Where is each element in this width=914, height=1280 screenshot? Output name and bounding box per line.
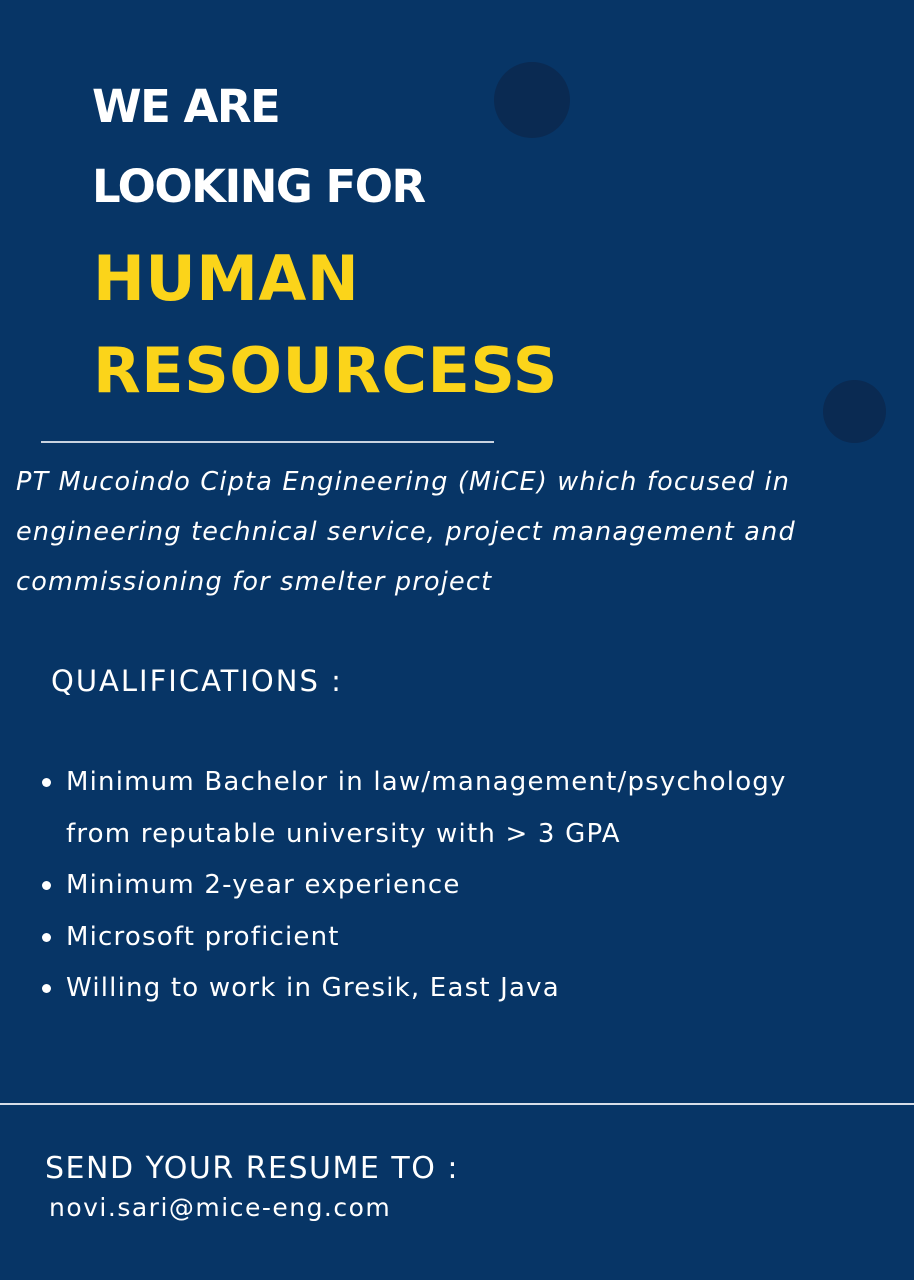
top-divider	[41, 441, 494, 443]
headline-human: HUMAN	[93, 242, 360, 315]
headline-resourcess: RESOURCESS	[93, 334, 558, 407]
qualification-text: Minimum Bachelor in law/management/psychology	[66, 767, 787, 797]
qualification-text: from reputable university with > 3 GPA	[66, 818, 621, 849]
bullet-icon	[42, 881, 51, 890]
qualification-item	[40, 757, 910, 860]
intro-line: PT Mucoindo Cipta Engineering (MiCE) which focused in	[16, 467, 791, 497]
qualification-text: Willing to work in Gresik, East Java	[66, 973, 560, 1003]
qualification-item	[40, 963, 910, 1015]
qualification-text: Microsoft proficient	[66, 921, 340, 952]
qualifications-list	[40, 757, 910, 1015]
headline-looking-for: LOOKING FOR	[92, 160, 425, 213]
bullet-icon	[42, 933, 51, 942]
bullet-icon	[42, 984, 51, 993]
company-intro	[16, 457, 906, 607]
headline-we-are: WE ARE	[92, 80, 280, 133]
bottom-divider	[0, 1103, 914, 1105]
qualification-item	[40, 912, 910, 964]
intro-line: engineering technical service, project management and	[16, 517, 796, 547]
contact-email[interactable]: novi.sari@mice-eng.com	[49, 1193, 392, 1222]
qualifications-title: QUALIFICATIONS :	[51, 664, 343, 698]
intro-line: commissioning for smelter project	[16, 567, 493, 597]
send-resume-title: SEND YOUR RESUME TO :	[45, 1151, 459, 1186]
bullet-icon	[42, 778, 51, 787]
decorative-circle-top	[494, 62, 570, 138]
qualification-text: Minimum 2-year experience	[66, 870, 461, 900]
qualification-item	[40, 860, 910, 912]
decorative-circle-right	[823, 380, 886, 443]
